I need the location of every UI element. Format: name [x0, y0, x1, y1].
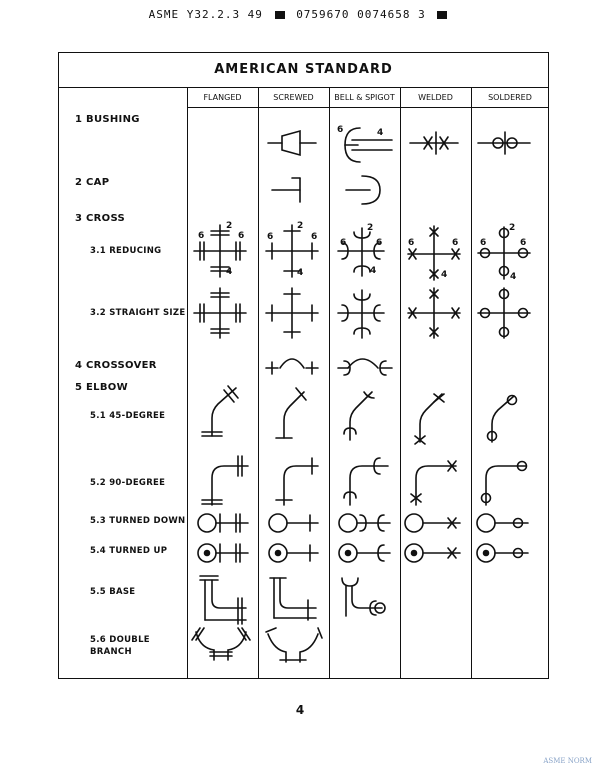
elbow-45-soldered-symbol [488, 396, 517, 443]
size-mark-6: 6 [267, 232, 274, 242]
cap-bell-spigot-symbol [346, 176, 380, 204]
elbow-90-bell-spigot-symbol [344, 458, 388, 505]
row-label-45-degree: 5.1 45-DEGREE [90, 411, 166, 421]
elbow-turned-up-flanged-symbol [198, 544, 248, 562]
size-mark-6: 6 [311, 232, 318, 242]
row-label-double-branch: 5.6 DOUBLE BRANCH [90, 635, 150, 657]
elbow-45-screwed-symbol [276, 388, 306, 438]
bushing-welded-symbol [410, 132, 458, 154]
elbow-45-flanged-symbol [202, 386, 238, 436]
row-label-cap: 2 CAP [75, 177, 110, 188]
elbow-90-screwed-symbol [276, 458, 318, 505]
elbow-turned-up-welded-symbol [405, 544, 460, 562]
cross-reducing-soldered-symbol [478, 223, 530, 282]
size-mark-2: 2 [367, 223, 374, 233]
size-mark-6: 6 [238, 231, 245, 241]
size-mark-4: 4 [297, 268, 304, 278]
elbow-turned-down-flanged-symbol [198, 514, 248, 532]
elbow-turned-down-welded-symbol [405, 514, 460, 532]
cap-screwed-symbol [272, 178, 300, 202]
column-header-welded: WELDED [400, 88, 471, 108]
row-label-cross: 3 CROSS [75, 213, 126, 224]
page-number: 4 [295, 703, 305, 717]
size-mark-6: 6 [376, 238, 383, 248]
size-mark-2: 2 [509, 223, 516, 233]
elbow-base-bell-spigot-symbol [342, 578, 385, 616]
size-mark-6: 6 [520, 238, 527, 248]
elbow-turned-down-soldered-symbol [477, 514, 528, 532]
elbow-turned-up-bell-spigot-symbol [339, 544, 390, 562]
cross-straight-flanged-symbol [194, 288, 246, 338]
size-mark-2: 2 [226, 221, 233, 231]
document-code-left: ASME Y32.2.3 49 [148, 8, 263, 21]
elbow-turned-up-soldered-symbol [477, 544, 528, 562]
bushing-soldered-symbol [478, 132, 530, 154]
elbow-90-welded-symbol [411, 461, 456, 505]
elbow-45-bell-spigot-symbol [344, 392, 374, 440]
size-mark-4: 4 [510, 272, 517, 282]
cross-reducing-bell-spigot-symbol [338, 223, 384, 276]
row-label-90-degree: 5.2 90-DEGREE [90, 478, 166, 488]
size-mark-6: 6 [408, 238, 415, 248]
crossover-screwed-symbol [266, 359, 318, 374]
document-code-right: 0759670 0074658 3 [296, 8, 426, 21]
size-mark-6: 6 [337, 125, 344, 135]
elbow-turned-down-bell-spigot-symbol [339, 514, 390, 532]
elbow-turned-down-screwed-symbol [269, 514, 318, 532]
size-mark-6: 6 [340, 238, 347, 248]
double-branch-flanged-symbol [192, 628, 250, 660]
crossover-bell-spigot-symbol [338, 359, 392, 375]
bushing-bell-spigot-symbol [337, 125, 392, 162]
elbow-turned-up-screwed-symbol [269, 544, 318, 562]
watermark-logo: ASME NORM [543, 757, 592, 765]
size-mark-4: 4 [370, 266, 377, 276]
table-title: AMERICAN STANDARD [58, 52, 549, 88]
cross-straight-welded-symbol [408, 288, 460, 338]
row-label-turned-down: 5.3 TURNED DOWN [90, 516, 186, 526]
row-label-turned-up: 5.4 TURNED UP [90, 546, 168, 556]
cross-straight-soldered-symbol [478, 288, 530, 338]
size-mark-4: 4 [226, 267, 233, 277]
elbow-45-welded-symbol [415, 394, 444, 444]
size-mark-4: 4 [377, 128, 384, 138]
row-label-straight-size: 3.2 STRAIGHT SIZE [90, 308, 186, 318]
cross-reducing-flanged-symbol [194, 221, 246, 277]
column-header-bell-spigot: BELL & SPIGOT [329, 88, 400, 108]
row-label-elbow: 5 ELBOW [75, 382, 128, 393]
column-header-flanged: FLANGED [187, 88, 258, 108]
row-label-base: 5.5 BASE [90, 587, 136, 597]
cross-straight-screwed-symbol [266, 288, 318, 338]
column-header-soldered: SOLDERED [471, 88, 549, 108]
row-label-crossover: 4 CROSSOVER [75, 360, 157, 371]
size-mark-6: 6 [480, 238, 487, 248]
column-header-screwed: SCREWED [258, 88, 329, 108]
cross-straight-bell-spigot-symbol [338, 290, 384, 338]
elbow-90-flanged-symbol [202, 456, 248, 505]
double-branch-screwed-symbol [266, 628, 322, 662]
size-mark-2: 2 [297, 221, 304, 231]
size-mark-4: 4 [441, 270, 448, 280]
cross-reducing-welded-symbol [408, 226, 460, 280]
elbow-90-soldered-symbol [482, 462, 527, 506]
size-mark-6: 6 [198, 231, 205, 241]
cross-reducing-screwed-symbol [266, 221, 318, 278]
elbow-base-flanged-symbol [200, 576, 246, 624]
elbow-base-screwed-symbol [270, 578, 316, 620]
row-label-reducing: 3.1 REDUCING [90, 246, 162, 256]
size-mark-6: 6 [452, 238, 459, 248]
bushing-screwed-symbol [268, 131, 316, 155]
row-label-bushing: 1 BUSHING [75, 114, 140, 125]
